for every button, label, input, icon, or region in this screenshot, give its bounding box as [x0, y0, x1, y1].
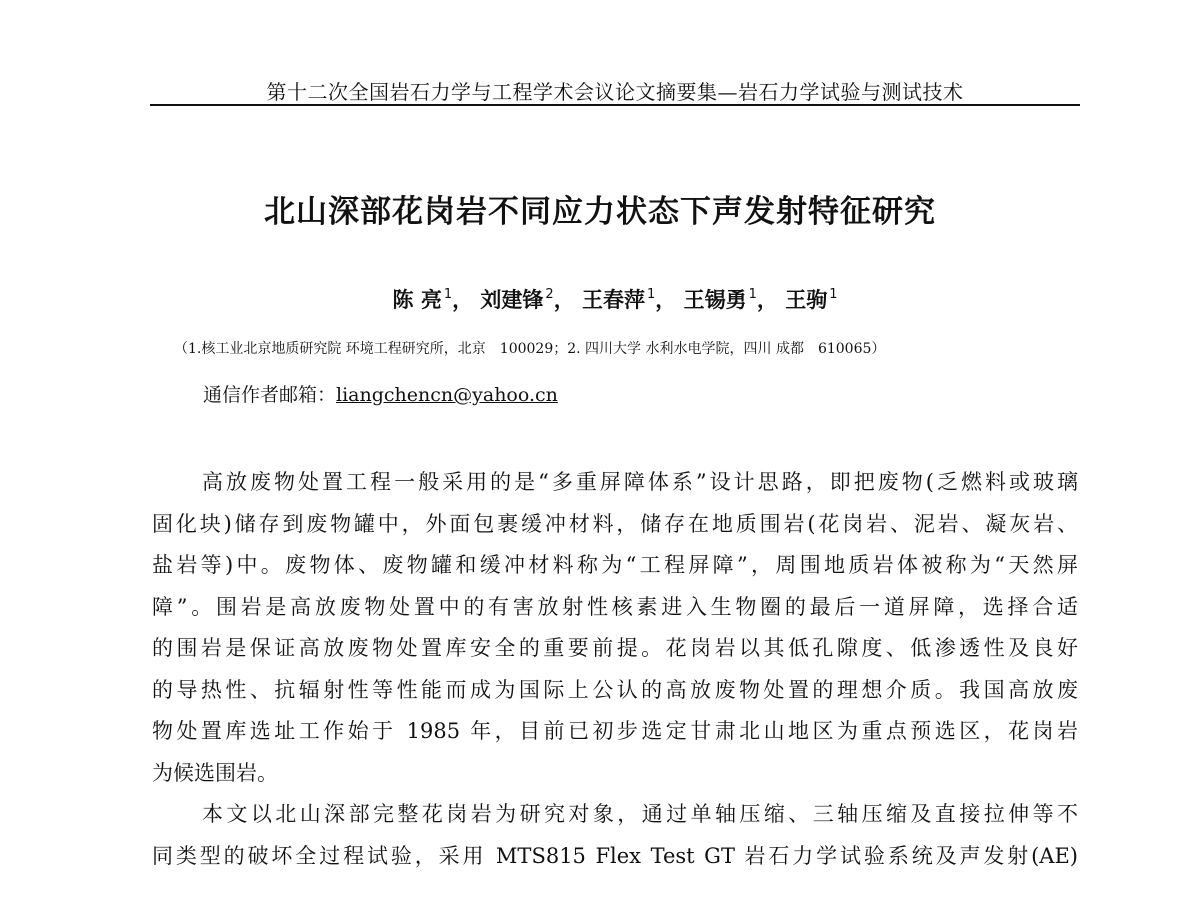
author-name: 王春萍 — [582, 288, 646, 312]
abstract-line: 同类型的破坏全过程试验，采用 MTS815 Flex Test GT 岩石力学试验系统及声发射(AE) — [152, 843, 1078, 868]
author-name: 陈 亮 — [392, 288, 442, 312]
abstract-line: 的导热性、抗辐射性等性能而成为国际上公认的高放废物处置的理想介质。我国高放废 — [152, 677, 1078, 702]
author-affiliation-mark: 1 — [443, 287, 453, 302]
author-name: 刘建锋 — [480, 288, 544, 312]
author-separator: ， — [553, 288, 575, 312]
author-name: 王驹 — [785, 288, 828, 312]
abstract-line: 物处置库选址工作始于 1985 年，目前已初步选定甘肃北山地区为重点预选区，花岗岩 — [152, 719, 1078, 743]
abstract-line: 为候选围岩。 — [152, 760, 278, 785]
affiliation: （1.核工业北京地质研究院 环境工程研究所，北京 100029；2. 四川大学 水利水电学院，四川 成都 610065） — [174, 341, 886, 357]
author-affiliation-mark: 2 — [545, 287, 554, 302]
author-affiliation-mark: 1 — [647, 287, 656, 302]
header-rule — [150, 104, 1080, 106]
abstract-line: 障”。围岩是高放废物处置中的有害放射性核素进入生物圈的最后一道屏障，选择合适 — [152, 594, 1078, 619]
abstract-line: 固化块)储存到废物罐中，外面包裹缓冲材料，储存在地质围岩(花岗岩、泥岩、凝灰岩、 — [152, 511, 1078, 536]
abstract-line: 盐岩等)中。废物体、废物罐和缓冲材料称为“工程屏障”，周围地质岩体被称为“天然屏 — [152, 553, 1078, 577]
abstract-line: 的围岩是保证高放废物处置库安全的重要前提。花岗岩以其低孔隙度、低渗透性及良好 — [152, 636, 1078, 660]
author-separator: ， — [452, 288, 474, 312]
abstract-body — [152, 462, 1078, 877]
author-separator: ， — [756, 288, 778, 312]
abstract-line: 高放废物处置工程一般采用的是“多重屏障体系”设计思路，即把废物(乏燃料或玻璃 — [202, 470, 1078, 494]
author-name: 王锡勇 — [683, 288, 747, 312]
running-header: 第十二次全国岩石力学与工程学术会议论文摘要集—岩石力学试验与测试技术 — [266, 80, 964, 104]
email-link[interactable]: liangchencn@yahoo.cn — [336, 384, 558, 406]
paper-title: 北山深部花岗岩不同应力状态下声发射特征研究 — [264, 194, 936, 230]
email-line — [203, 380, 558, 407]
author-list — [0, 284, 1200, 314]
author-separator: ， — [655, 288, 677, 312]
author-affiliation-mark: 1 — [829, 287, 838, 302]
abstract-line: 本文以北山深部完整花岗岩为研究对象，通过单轴压缩、三轴压缩及直接拉伸等不 — [202, 802, 1078, 826]
email-label: 通信作者邮箱： — [203, 384, 337, 406]
author-affiliation-mark: 1 — [748, 287, 757, 302]
